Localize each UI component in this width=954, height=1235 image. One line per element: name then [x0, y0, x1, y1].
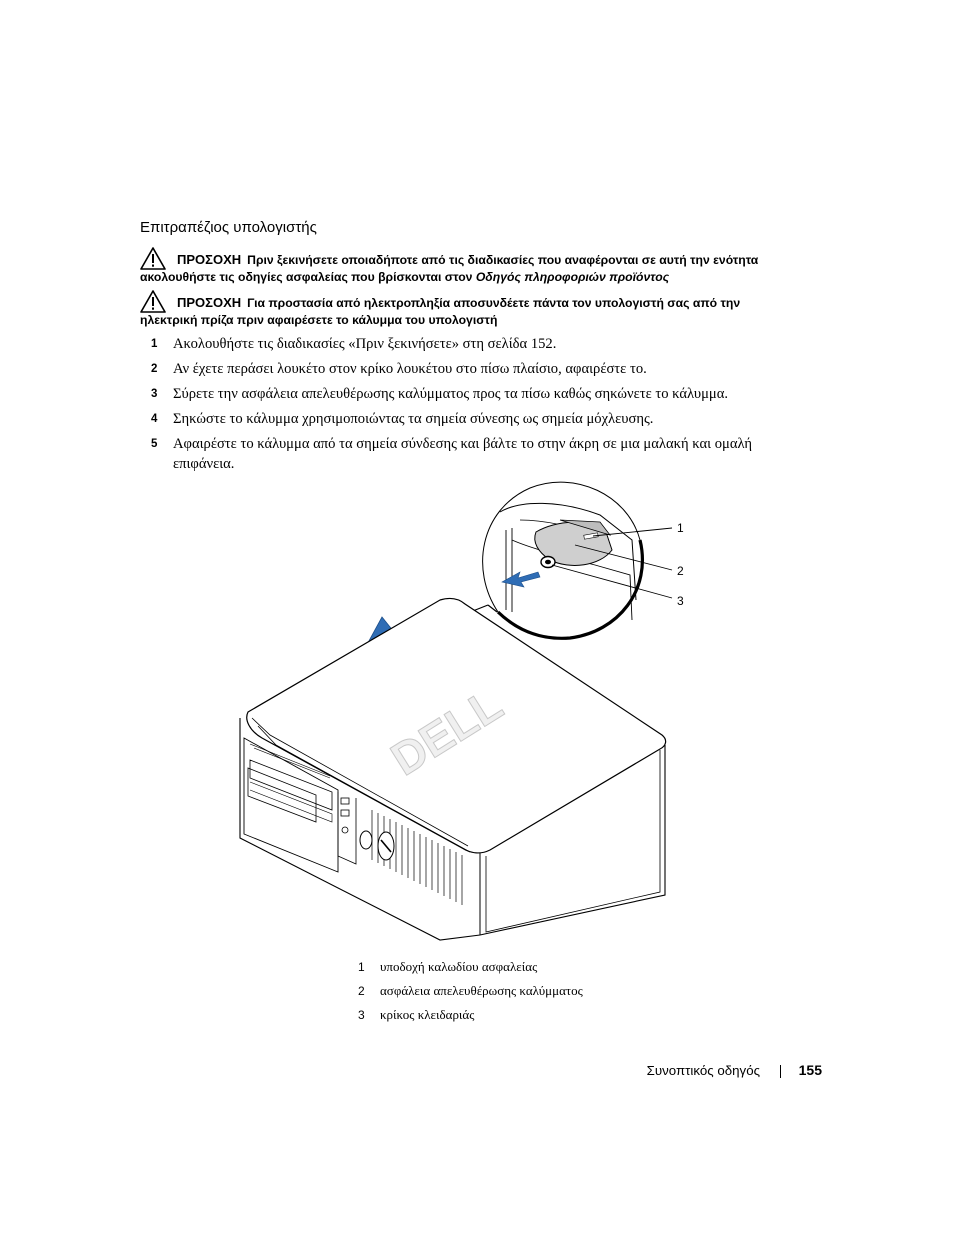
computer-cover-removal-illustration — [232, 475, 702, 945]
caution-note-2 — [140, 294, 800, 329]
legend-text: κρίκος κλειδαριάς — [380, 1007, 475, 1022]
step-item — [151, 409, 791, 429]
section-title: Επιτραπέζιος υπολογιστής — [140, 219, 317, 236]
caution-reference-title: Οδηγός πληροφοριών προϊόντος — [475, 270, 670, 284]
step-text: Σύρετε την ασφάλεια απελευθέρωσης καλύμματος προς τα πίσω καθώς σηκώνετε το κάλυμμα. — [173, 386, 729, 402]
step-text: Σηκώστε το κάλυμμα χρησιμοποιώντας τα σημεία σύνεσης ως σημεία μόχλευσης. — [173, 411, 654, 427]
legend-item — [358, 959, 537, 975]
legend-number: 1 — [358, 960, 365, 974]
warning-triangle-icon — [140, 247, 166, 270]
step-number: 5 — [151, 438, 158, 450]
step-text: Αφαιρέστε το κάλυμμα από τα σημεία σύνδεσης και βάλτε το στην άκρη σε μια μαλακή και ομαλή επιφάνεια. — [173, 436, 753, 472]
callout-3: 3 — [677, 594, 684, 608]
warning-triangle-icon — [140, 290, 166, 313]
footer-separator — [780, 1065, 781, 1078]
legend-item — [358, 983, 583, 999]
caution-text-line2: ακολουθήστε τις οδηγίες ασφαλείας που βρίσκονται στον — [140, 270, 476, 284]
caution-label: ΠΡΟΣΟΧΗ — [177, 295, 242, 310]
footer-title: Συνοπτικός οδηγός — [646, 1063, 760, 1078]
caution-note-1 — [140, 251, 800, 286]
caution-text-line1: Πριν ξεκινήσετε οποιαδήποτε από τις διαδικασίες που αναφέρονται σε αυτή την ενότητα — [247, 253, 759, 267]
step-item — [151, 334, 791, 354]
step-item — [151, 434, 791, 474]
step-item — [151, 384, 791, 404]
step-text: Αν έχετε περάσει λουκέτο στον κρίκο λουκέτου στο πίσω πλαίσιο, αφαιρέστε το. — [173, 361, 647, 377]
callout-2: 2 — [677, 564, 684, 578]
step-item — [151, 359, 791, 379]
step-number: 4 — [151, 413, 158, 425]
dell-logo-watermark: DELL — [381, 677, 512, 786]
caution-text-line1: Για προστασία από ηλεκτροπληξία αποσυνδέετε πάντα τον υπολογιστή σας από την — [247, 296, 741, 310]
step-text: Ακολουθήστε τις διαδικασίες «Πριν ξεκινήσετε» στη σελίδα 152. — [173, 336, 557, 352]
callout-1: 1 — [677, 521, 684, 535]
step-number: 3 — [151, 388, 158, 400]
legend-number: 2 — [358, 984, 365, 998]
page-footer — [600, 1062, 822, 1082]
caution-label: ΠΡΟΣΟΧΗ — [177, 252, 242, 267]
page-number: 155 — [798, 1062, 822, 1078]
caution-text-line2: ηλεκτρική πρίζα πριν αφαιρέσετε το κάλυμμα του υπολογιστή — [140, 313, 498, 327]
step-number: 1 — [151, 338, 158, 350]
legend-number: 3 — [358, 1008, 365, 1022]
legend-text: υποδοχή καλωδίου ασφαλείας — [380, 959, 538, 974]
legend-item — [358, 1007, 474, 1023]
legend-text: ασφάλεια απελευθέρωσης καλύμματος — [380, 983, 583, 998]
step-number: 2 — [151, 363, 158, 375]
